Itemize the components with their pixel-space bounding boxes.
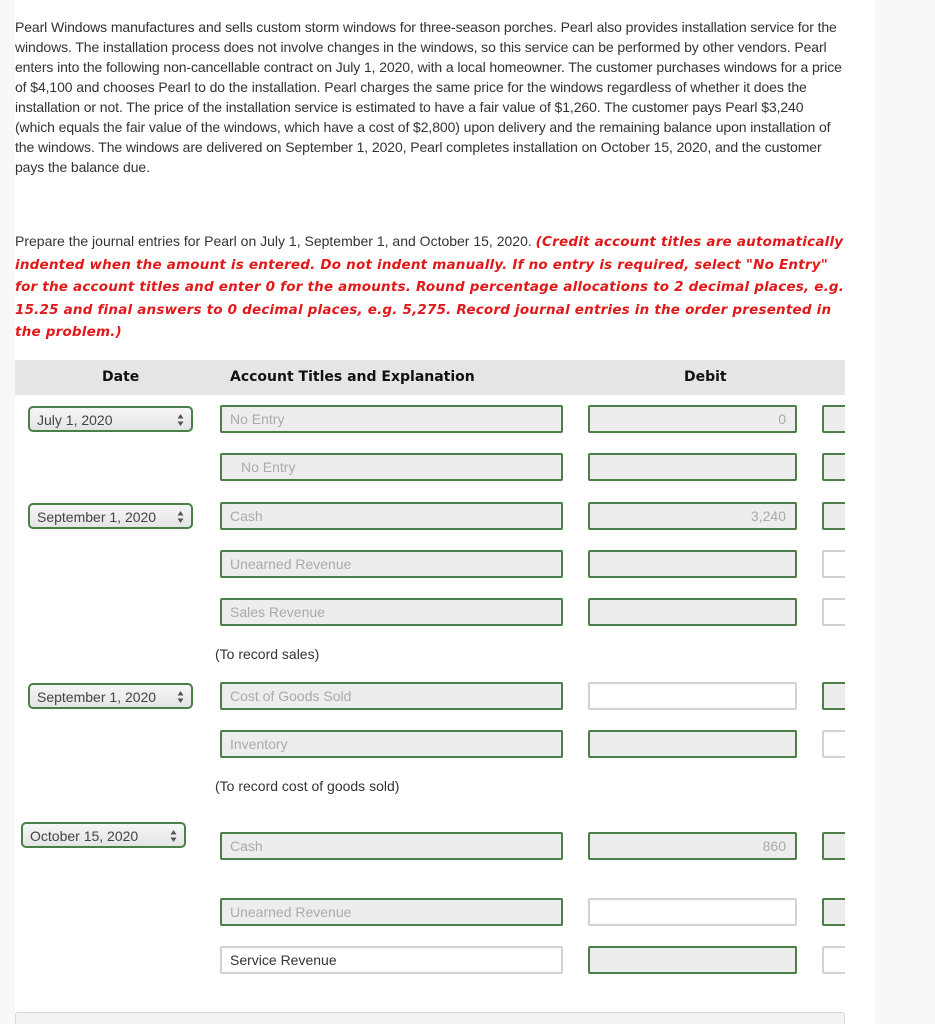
date-select-value: September 1, 2020	[37, 689, 157, 705]
debit-field[interactable]	[588, 898, 797, 926]
account-field[interactable]: No Entry	[220, 453, 563, 481]
select-arrows-icon	[177, 510, 184, 524]
credit-field[interactable]	[822, 598, 845, 626]
select-arrows-icon	[177, 413, 184, 427]
debit-field[interactable]	[588, 598, 797, 626]
date-select-entry-1[interactable]	[28, 406, 193, 432]
debit-field[interactable]	[588, 453, 797, 481]
header-debit: Debit	[684, 369, 727, 385]
account-field[interactable]: Service Revenue	[220, 946, 563, 974]
credit-field[interactable]	[822, 502, 845, 530]
instructions-prompt: Prepare the journal entries for Pearl on July 1, September 1, and October 15, 2020.	[15, 233, 536, 249]
debit-field[interactable]	[588, 730, 797, 758]
credit-field[interactable]	[822, 550, 845, 578]
debit-field[interactable]: 3,240	[588, 502, 797, 530]
select-arrows-icon	[170, 829, 177, 843]
account-field[interactable]: Cash	[220, 832, 563, 860]
account-field[interactable]: Sales Revenue	[220, 598, 563, 626]
header-account-titles: Account Titles and Explanation	[230, 369, 475, 385]
debit-field[interactable]: 860	[588, 832, 797, 860]
credit-field[interactable]	[822, 682, 845, 710]
date-select-value: September 1, 2020	[37, 509, 157, 525]
credit-field[interactable]	[822, 946, 845, 974]
header-date: Date	[102, 369, 140, 385]
credit-field[interactable]	[822, 730, 845, 758]
date-select-entry-4[interactable]	[21, 822, 186, 848]
credit-field[interactable]	[822, 453, 845, 481]
credit-field[interactable]	[822, 832, 845, 860]
problem-statement: Pearl Windows manufactures and sells custom storm windows for three-season porches. Pearl also provides installation service for the windows. The installation process does not involve changes in the windows, so this service can be performed by other vendors. Pearl enters into the following non-cancellable contract on July 1, 2020, with a local homeowner. The customer purchases windows for a price of $4,100 and chooses Pearl to do the installation. Pearl charges the same price for the windows regardless of whether it does the installation or not. The price of the installation service is estimated to have a fair value of $1,260. The customer pays Pearl $3,240 (which equals the fair value of the windows, which have a cost of $2,800) upon delivery and the remaining balance upon installation of the windows. The windows are delivered on September 1, 2020, Pearl completes installation on October 15, 2020, and the customer pays the balance due.	[15, 19, 842, 175]
debit-field[interactable]	[588, 946, 797, 974]
credit-field[interactable]	[822, 405, 845, 433]
account-field[interactable]: Unearned Revenue	[220, 550, 563, 578]
entry-memo: (To record cost of goods sold)	[215, 778, 400, 794]
entry-memo: (To record sales)	[215, 646, 320, 662]
debit-field[interactable]: 0	[588, 405, 797, 433]
date-select-entry-3[interactable]	[28, 683, 193, 709]
select-arrows-icon	[177, 690, 184, 704]
date-select-entry-2[interactable]	[28, 503, 193, 529]
debit-field[interactable]	[588, 682, 797, 710]
credit-field[interactable]	[822, 898, 845, 926]
bottom-panel	[15, 1012, 845, 1024]
debit-field[interactable]	[588, 550, 797, 578]
account-field[interactable]: Cash	[220, 502, 563, 530]
account-field[interactable]: Unearned Revenue	[220, 898, 563, 926]
account-field[interactable]: Inventory	[220, 730, 563, 758]
instructions-note: (Credit account titles are automatically indented when the amount is entered. Do not indent manually. If no entry is required, select "No Entry" for the account titles and enter 0 for the amounts. Round percentage allocations to 2 decimal places, e.g. 15.25 and final answers to 0 decimal places, e.g. 5,275. Record journal entries in the order presented in the problem.)	[15, 234, 845, 340]
date-select-value: July 1, 2020	[37, 412, 113, 428]
account-field[interactable]: No Entry	[220, 405, 563, 433]
date-select-value: October 15, 2020	[30, 828, 139, 844]
account-field[interactable]: Cost of Goods Sold	[220, 682, 563, 710]
